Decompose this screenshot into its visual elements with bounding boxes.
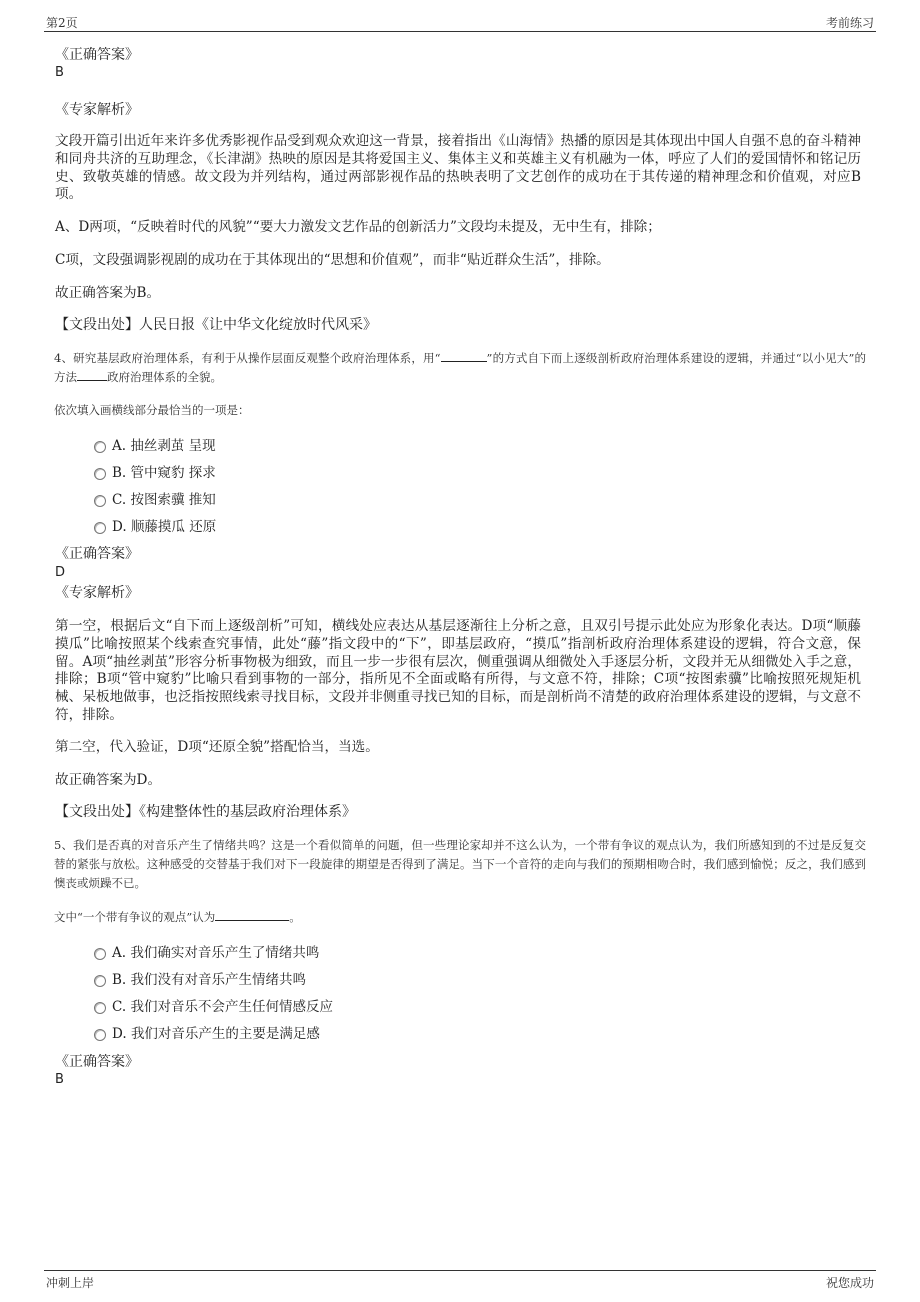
correct-answer-label: 《正确答案》 bbox=[55, 1054, 139, 1070]
correct-answer-label: 《正确答案》 bbox=[55, 47, 139, 63]
fill-blank-2 bbox=[77, 368, 107, 381]
footer-left: 冲刺上岸 bbox=[46, 1276, 95, 1290]
question-instruction: 文中“一个带有争议的观点”认为 。 bbox=[54, 910, 301, 924]
radio-button[interactable] bbox=[94, 975, 106, 987]
passage-source: 【文段出处】人民日报《让中华文化绽放时代风采》 bbox=[55, 317, 377, 333]
question-stem: 5、我们是否真的对音乐产生了情绪共鸣？这是一个看似简单的问题，但一些理论家却并不这么认为，一个带有争议的观点认为，我们所感知到的不过是反复交替的紧张与放松。这种感受的交替基于我们对下一段旋律的期望是否得到了满足。当下一个音符的走向与我们的预期相吻合时，我们感到愉悦；反之，我们感到懊丧或烦躁不已。 bbox=[54, 838, 866, 890]
question-instruction: 依次填入画横线部分最恰当的一项是： bbox=[54, 403, 250, 417]
radio-button[interactable] bbox=[94, 948, 106, 960]
page-header bbox=[44, 12, 876, 32]
header-title: 考前练习 bbox=[825, 16, 874, 30]
passage-source: 【文段出处】《构建整体性的基层政府治理体系》 bbox=[55, 804, 356, 820]
analysis-paragraph: 故正确答案为B。 bbox=[55, 285, 161, 301]
fill-blank-1 bbox=[441, 349, 487, 362]
analysis-paragraph: 第二空，代入验证，D项“还原全貌”搭配恰当，当选。 bbox=[55, 739, 379, 755]
radio-button[interactable] bbox=[94, 441, 106, 453]
footer-right: 祝您成功 bbox=[825, 1276, 874, 1290]
correct-answer-label: 《正确答案》 bbox=[55, 546, 139, 562]
analysis-paragraph: 故正确答案为D。 bbox=[55, 772, 162, 788]
question-stem: 4、研究基层政府治理体系，有利于从操作层面反观整个政府治理体系，用“ ”的方式自下而上逐级剖析政府治理体系建设的逻辑，并通过“以小见大”的方法 政府治理体系的全貌。 bbox=[54, 351, 866, 384]
expert-analysis-label: 《专家解析》 bbox=[55, 585, 139, 601]
radio-button[interactable] bbox=[94, 468, 106, 480]
page-footer bbox=[44, 1270, 876, 1292]
correct-answer-value: B bbox=[55, 65, 64, 80]
page-number: 第2页 bbox=[46, 16, 78, 30]
analysis-paragraph: A、D两项，“反映着时代的风貌”“要大力激发文艺作品的创新活力”文段均未提及，无中生有，排除； bbox=[55, 219, 661, 235]
radio-button[interactable] bbox=[94, 1029, 106, 1041]
fill-blank bbox=[215, 908, 289, 921]
analysis-paragraph: 文段开篇引出近年来许多优秀影视作品受到观众欢迎这一背景，接着指出《山海情》热播的原因是其体现出中国人自强不息的奋斗精神和同舟共济的互助理念，《长津湖》热映的原因是其将爱国主义、集体主义和英雄主义有机融为一体，呼应了人们的爱国情怀和铭记历史、致敬英雄的情感。故文段为并列结构，通过两部影视作品的热映表明了文艺创作的成功在于其传递的精神理念和价值观，对应B项。 bbox=[55, 133, 861, 203]
radio-button[interactable] bbox=[94, 495, 106, 507]
radio-button[interactable] bbox=[94, 1002, 106, 1014]
correct-answer-value: D bbox=[55, 565, 66, 580]
expert-analysis-label: 《专家解析》 bbox=[55, 102, 139, 118]
radio-button[interactable] bbox=[94, 522, 106, 534]
analysis-paragraph: C项，文段强调影视剧的成功在于其体现出的“思想和价值观”，而非“贴近群众生活”，排除。 bbox=[55, 252, 610, 268]
analysis-paragraph: 第一空，根据后文“自下而上逐级剖析”可知，横线处应表达从基层逐渐往上分析之意，且双引号提示此处应为形象化表达。D项“顺藤摸瓜”比喻按照某个线索查究事情，此处“藤”指文段中的“下”，即基层政府，“摸瓜”指剖析政府治理体系建设的逻辑，符合文意，保留。A项“抽丝剥茧”形容分析事物极为细致，而且一步一步很有层次，侧重强调从细微处入手逐层分析，文段并无从细微处入手之意，排除；B项“管中窥豹”比喻只看到事物的一部分，指所见不全面或略有所得，与文意不符，排除；C项“按图索骥”比喻按照死规矩机械、呆板地做事，也泛指按照线索寻找目标，文段并非侧重寻找已知的目标，而是剖析尚不清楚的政府治理体系建设的逻辑，与文意不符，排除。 bbox=[55, 618, 861, 723]
correct-answer-value: B bbox=[55, 1072, 64, 1087]
